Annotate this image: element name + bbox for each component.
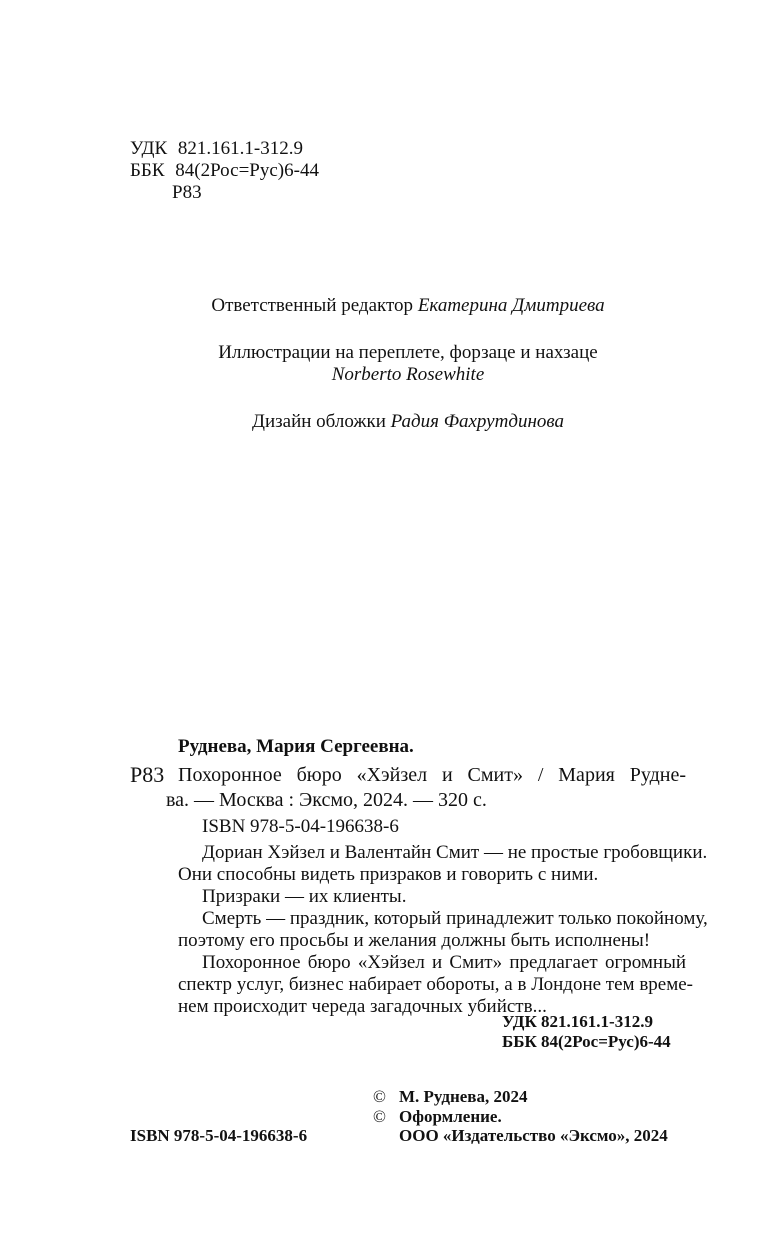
copyright-symbol-1: © — [373, 1087, 386, 1106]
annotation-p2-line1: Призраки — их клиенты. — [202, 886, 407, 907]
catalog-author-mark: Р83 — [130, 762, 165, 787]
copyright-design-text: Оформление. — [399, 1107, 502, 1126]
catalog-title-line1: Похоронное бюро «Хэйзел и Смит» / Мария Рудне- — [178, 764, 686, 786]
annotation-p1-line1: Дориан Хэйзел и Валентайн Смит — не простые гробовщики. — [202, 842, 708, 863]
annotation-p3-line1: Смерть — праздник, который принадлежит только покойному, — [202, 908, 708, 929]
annotation-p4-line2: спектр услуг, бизнес набирает обороты, а в Лондоне тем време- — [178, 974, 694, 995]
bbk-value: 84(2Рос=Рус)6-44 — [175, 160, 319, 181]
bbk-label: ББК — [130, 160, 165, 181]
udk-value: 821.161.1-312.9 — [177, 138, 303, 159]
udk-top — [130, 137, 303, 160]
illustrator-credit — [0, 363, 768, 386]
editor-role: Ответственный редактор — [211, 295, 414, 316]
copyright-design — [373, 1106, 502, 1127]
bbk-top — [130, 159, 319, 182]
copyright-publisher: ООО «Издательство «Эксмо», 2024 — [399, 1126, 668, 1145]
catalog-author-heading: Руднева, Мария Сергеевна. — [178, 736, 414, 757]
editor-name: Екатерина Дмитриева — [417, 295, 605, 316]
illustrations-role: Иллюстрации на переплете, форзаце и нахзаце — [218, 342, 598, 363]
cover-role: Дизайн обложки — [252, 411, 386, 432]
annotation-p4-line1: Похоронное бюро «Хэйзел и Смит» предлагает огромный — [202, 952, 686, 973]
author-mark-top: Р83 — [172, 182, 202, 203]
copyright-symbol-2: © — [373, 1107, 386, 1126]
annotation-p4-line3: нем происходит череда загадочных убийств... — [178, 996, 547, 1017]
catalog-isbn: ISBN 978-5-04-196638-6 — [202, 816, 399, 837]
footer-isbn: ISBN 978-5-04-196638-6 — [130, 1126, 308, 1145]
udk-label: УДК — [130, 138, 168, 159]
annotation-p1-line2: Они способны видеть призраков и говорить с ними. — [178, 864, 599, 885]
cover-designer: Радия Фахрутдинова — [390, 411, 564, 432]
copyright-author-text: М. Руднева, 2024 — [399, 1087, 528, 1106]
illustrator-name: Norberto Rosewhite — [331, 364, 485, 385]
bbk-bottom: ББК 84(2Рос=Рус)6-44 — [502, 1032, 671, 1051]
editor-credit — [0, 294, 768, 317]
annotation-p3-line2: поэтому его просьбы и желания должны быть исполнены! — [178, 930, 651, 951]
cover-credit — [0, 410, 768, 433]
catalog-title-line2: ва. — Москва : Эксмо, 2024. — 320 с. — [166, 789, 487, 811]
copyright-author — [373, 1086, 527, 1107]
udk-bottom: УДК 821.161.1-312.9 — [502, 1012, 653, 1031]
